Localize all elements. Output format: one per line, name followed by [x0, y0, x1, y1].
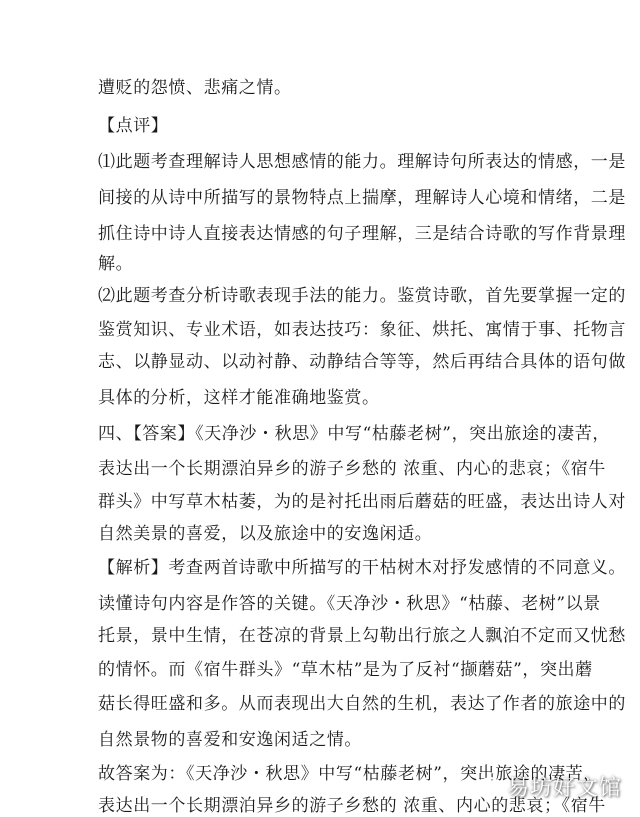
text-line: 故答案为：《天净沙・秋思》中写“枯藤老树”，突出旅途的凄苦，	[98, 764, 601, 784]
text-line: 解。	[98, 254, 134, 274]
text-line: 志、以静显动、以动衬静、动静结合等等，然后再结合具体的语句做	[98, 352, 626, 372]
text-line: 遭贬的怨愤、悲痛之情。	[98, 78, 292, 98]
text-line: ⑵此题考查分析诗歌表现手法的能力。鉴赏诗歌，首先要掌握一定的	[98, 286, 626, 306]
text-line: 表达出一个长期漂泊异乡的游子乡愁的 浓重、内心的悲哀；《宿牛	[98, 459, 606, 479]
text-line: 四、【答案】《天净沙・秋思》中写“枯藤老树”，突出旅途的凄苦，	[98, 424, 610, 444]
text-line: ⑴此题考查理解诗人思想感情的能力。理解诗句所表达的情感，一是	[98, 152, 626, 172]
text-line: 的情怀。而《宿牛群头》“草木枯”是为了反衬“撷蘑菇”，突出蘑	[98, 660, 593, 680]
text-line: 群头》中写草木枯萎，为的是衬托出雨后蘑菇的旺盛，表达出诗人对	[98, 492, 626, 512]
text-line: 托景，景中生情，在苍凉的背景上勾勒出行旅之人飘泊不定而又忧愁	[98, 626, 626, 646]
text-line: 具体的分析，这样才能准确地鉴赏。	[98, 388, 380, 408]
text-line: 【点评】	[98, 116, 169, 136]
watermark-logo-icon	[479, 776, 501, 798]
text-line: 鉴赏知识、专业术语，如表达技巧：象征、烘托、寓情于事、托物言	[98, 320, 626, 340]
text-line: 间接的从诗中所描写的景物特点上揣摩，理解诗人心境和情绪，二是	[98, 188, 626, 208]
watermark	[479, 771, 622, 802]
text-line: 菇长得旺盛和多。从而表现出大自然的生机，表达了作者的旅途中的	[98, 694, 626, 714]
text-line: 表达出一个长期漂泊异乡的游子乡愁的 浓重、内心的悲哀；《宿牛	[98, 796, 606, 816]
text-line: 读懂诗句内容是作答的关键。《天净沙・秋思》“枯藤、老树”以景	[98, 594, 601, 614]
text-line: 抓住诗中诗人直接表达情感的句子理解，三是结合诗歌的写作背景理	[98, 224, 626, 244]
text-line: 自然美景的喜爱，以及旅途中的安逸闲适。	[98, 524, 433, 544]
watermark-text: 易坊好文馆	[506, 776, 622, 801]
text-line: 【解析】考查两首诗歌中所描写的干枯树木对抒发感情的不同意义。	[98, 558, 626, 578]
text-line: 自然景物的喜爱和安逸闲适之情。	[98, 730, 362, 750]
